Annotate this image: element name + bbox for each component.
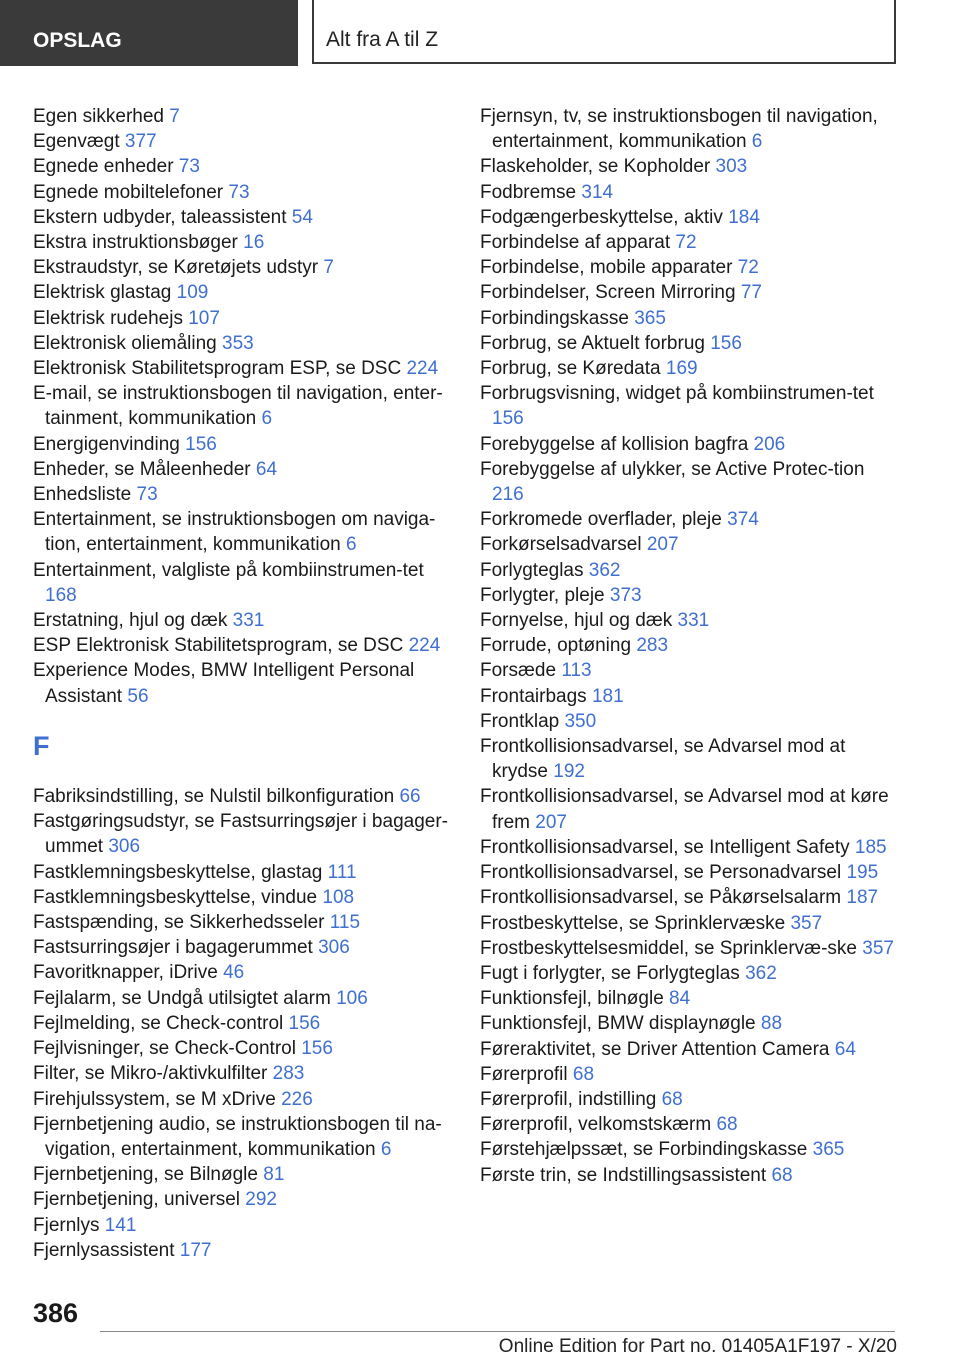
index-entry-text: Fastspænding, se Sikkerhedsseler xyxy=(33,912,325,934)
index-entry-text: Filter, se Mikro-/aktivkulfilter xyxy=(33,1063,268,1085)
index-entry-text: Forrude, optøning xyxy=(480,635,632,657)
index-entry xyxy=(480,280,900,305)
page-link[interactable]: 207 xyxy=(535,811,567,833)
index-entry xyxy=(480,633,900,658)
index-entry xyxy=(33,558,453,608)
index-entry-text: E-mail, se instruktionsbogen til navigation, enter-tainment, kommunikation xyxy=(33,383,443,430)
index-entry xyxy=(33,784,453,809)
page-link[interactable]: 6 xyxy=(751,131,763,153)
page-link[interactable]: 377 xyxy=(124,131,157,153)
index-entry-text: Elektrisk glastag xyxy=(33,282,172,304)
index-entry-text: Enheder, se Måleenheder xyxy=(33,458,251,480)
page-link[interactable]: 77 xyxy=(740,282,762,304)
page-link[interactable]: 72 xyxy=(737,257,759,279)
page-link[interactable]: 73 xyxy=(178,156,200,178)
index-entry-text: Erstatning, hjul og dæk xyxy=(33,610,228,632)
index-entry xyxy=(33,860,453,885)
page-link[interactable]: 365 xyxy=(812,1139,845,1161)
index-entry-text: Forkromede overflader, pleje xyxy=(480,509,722,531)
index-entry xyxy=(33,154,453,179)
index-entry xyxy=(480,583,900,608)
index-entry xyxy=(480,1112,900,1137)
index-entry-text: Elektronisk Stabilitetsprogram ESP, se DSC xyxy=(33,358,402,380)
index-entry-text: Fejlalarm, se Undgå utilsigtet alarm xyxy=(33,987,331,1009)
index-entry-text: ESP Elektronisk Stabilitetsprogram, se DSC xyxy=(33,635,404,657)
index-entry xyxy=(480,154,900,179)
index-entry xyxy=(33,205,453,230)
index-entry-text: Fodgængerbeskyttelse, aktiv xyxy=(480,206,723,228)
page-link[interactable]: 73 xyxy=(136,484,158,506)
page-link[interactable]: 68 xyxy=(771,1164,793,1186)
index-entry xyxy=(480,961,900,986)
index-entry-text: Frontkollisionsadvarsel, se Personadvarsel xyxy=(480,862,842,884)
page-link[interactable]: 68 xyxy=(661,1088,683,1110)
page-link[interactable]: 331 xyxy=(677,610,710,632)
index-entry-text: Forbrug, se Køredata xyxy=(480,358,661,380)
index-entry xyxy=(33,885,453,910)
page-link[interactable]: 81 xyxy=(263,1164,285,1186)
index-entry xyxy=(480,835,900,860)
section-title: OPSLAG xyxy=(33,29,122,52)
index-entry xyxy=(33,1087,453,1112)
index-entry-text: Egnede mobiltelefoner xyxy=(33,181,224,203)
index-entry-text: Entertainment, valgliste på kombiinstrumen-tet xyxy=(33,559,424,581)
index-entry-text: Enhedsliste xyxy=(33,484,132,506)
index-entry-text: Energigenvinding xyxy=(33,433,180,455)
index-entry-text: Egen sikkerhed xyxy=(33,106,164,127)
page-link[interactable]: 109 xyxy=(176,282,209,304)
page-link[interactable]: 6 xyxy=(346,534,357,556)
index-entry xyxy=(480,936,900,961)
page-link[interactable]: 46 xyxy=(223,962,245,984)
index-entry xyxy=(480,558,900,583)
index-entry xyxy=(33,1112,453,1162)
index-entry-text: Første trin, se Indstillingsassistent xyxy=(480,1164,767,1186)
index-entry xyxy=(33,633,453,658)
index-entry xyxy=(33,104,453,129)
index-entry-text: Forbrugsvisning, widget på kombiinstrumen-tet xyxy=(480,383,874,405)
index-entry xyxy=(480,658,900,683)
index-entry-text: Forbindelse af apparat xyxy=(480,232,671,254)
page-link[interactable]: 106 xyxy=(336,987,368,1009)
page-link[interactable]: 169 xyxy=(665,358,698,380)
page-link[interactable]: 177 xyxy=(179,1239,212,1261)
index-entry xyxy=(480,180,900,205)
page-link[interactable]: 181 xyxy=(591,685,624,707)
header-bar xyxy=(312,0,896,64)
index-entry xyxy=(480,306,900,331)
index-entry xyxy=(480,1011,900,1036)
page-link[interactable]: 73 xyxy=(228,181,250,203)
index-entry-text: Fjernbetjening, se Bilnøgle xyxy=(33,1164,258,1186)
index-entry-text: Forbindelser, Screen Mirroring xyxy=(480,282,736,304)
index-entry-text: Fugt i forlygter, se Forlygteglas xyxy=(480,962,740,984)
index-entry-text: Forebyggelse af kollision bagfra xyxy=(480,433,749,455)
page-number: 386 xyxy=(33,1298,79,1328)
index-entry-text: Frontkollisionsadvarsel, se Intelligent Safety xyxy=(480,836,850,858)
page-link[interactable]: 303 xyxy=(715,156,748,178)
page-link[interactable]: 16 xyxy=(243,232,265,254)
index-entry xyxy=(480,684,900,709)
index-entry xyxy=(480,432,900,457)
index-entry-text: Forlygteglas xyxy=(480,559,584,581)
index-entry xyxy=(33,986,453,1011)
page-link[interactable]: 216 xyxy=(492,484,524,506)
index-entry xyxy=(480,911,900,936)
page-link[interactable]: 88 xyxy=(760,1013,783,1035)
index-entry xyxy=(33,432,453,457)
index-entry xyxy=(33,1187,453,1212)
page-link[interactable]: 156 xyxy=(185,433,217,455)
index-entry-text: Flaskeholder, se Kopholder xyxy=(480,156,711,178)
index-entry xyxy=(33,507,453,557)
index-entry xyxy=(33,331,453,356)
page-link[interactable]: 283 xyxy=(272,1063,305,1085)
index-entry-text: Førstehjælpssæt, se Forbindingskasse xyxy=(480,1139,808,1161)
index-entry-text: Frontkollisionsadvarsel, se Advarsel mod at køre frem xyxy=(480,786,889,833)
index-entry xyxy=(480,608,900,633)
page-link[interactable]: 141 xyxy=(104,1214,137,1236)
index-entry-text: Fjernbetjening, universel xyxy=(33,1189,241,1211)
page-link[interactable]: 7 xyxy=(169,106,180,127)
index-list-f-left xyxy=(33,784,453,1263)
index-entry-text: Fjernlysassistent xyxy=(33,1239,175,1261)
page-link[interactable]: 362 xyxy=(745,962,777,984)
index-entry-text: Forbindingskasse xyxy=(480,307,629,329)
page-link[interactable]: 185 xyxy=(854,836,887,858)
index-entry xyxy=(33,356,453,381)
index-entry-text: Fastklemningsbeskyttelse, glastag xyxy=(33,861,323,883)
index-entry xyxy=(33,1162,453,1187)
page-link[interactable]: 111 xyxy=(327,861,357,883)
index-entry xyxy=(480,986,900,1011)
index-entry-text: Ekstra instruktionsbøger xyxy=(33,232,238,254)
page-link[interactable]: 292 xyxy=(245,1189,277,1211)
index-entry-text: Fabriksindstilling, se Nulstil bilkonfiguration xyxy=(33,786,395,808)
page-link[interactable]: 56 xyxy=(127,685,149,707)
index-entry xyxy=(33,935,453,960)
page-link[interactable]: 206 xyxy=(753,433,786,455)
footer-divider xyxy=(100,1331,895,1332)
page-link[interactable]: 357 xyxy=(862,937,894,959)
index-entry xyxy=(480,381,900,431)
page-link[interactable]: 113 xyxy=(561,660,592,682)
index-entry xyxy=(33,658,453,708)
page-link[interactable]: 64 xyxy=(255,458,278,480)
page-link[interactable]: 108 xyxy=(322,886,355,908)
index-entry xyxy=(480,457,900,507)
index-entry-text: Fornyelse, hjul og dæk xyxy=(480,610,673,632)
index-entry-text: Experience Modes, BMW Intelligent Personal Assistant xyxy=(33,660,415,707)
index-entry xyxy=(480,1062,900,1087)
index-entry-text: Elektrisk rudehejs xyxy=(33,307,183,329)
page-link[interactable]: 353 xyxy=(222,332,254,354)
page-link[interactable]: 224 xyxy=(406,358,439,380)
index-entry xyxy=(33,457,453,482)
index-entry xyxy=(480,1087,900,1112)
page-link[interactable]: 64 xyxy=(834,1038,856,1060)
index-entry-text: Entertainment, se instruktionsbogen om naviga-tion, entertainment, kommunikation xyxy=(33,509,436,556)
page-link[interactable]: 357 xyxy=(790,912,823,934)
index-entry xyxy=(33,1011,453,1036)
index-entry xyxy=(33,482,453,507)
index-entry-text: Førerprofil xyxy=(480,1063,568,1085)
page-link[interactable]: 224 xyxy=(408,635,441,657)
index-entry-text: Førerprofil, indstilling xyxy=(480,1088,657,1110)
page-link[interactable]: 374 xyxy=(727,509,759,531)
index-entry xyxy=(480,255,900,280)
index-list-f-right xyxy=(480,104,900,1188)
index-entry xyxy=(33,230,453,255)
index-entry xyxy=(33,129,453,154)
index-entry-text: Frostbeskyttelsesmiddel, se Sprinklervæ-ske xyxy=(480,937,857,959)
page-link[interactable]: 7 xyxy=(323,257,334,279)
index-entry-text: Fastklemningsbeskyttelse, vindue xyxy=(33,886,318,908)
page-link[interactable]: 350 xyxy=(564,710,597,732)
index-entry xyxy=(33,910,453,935)
index-column-left xyxy=(33,104,453,1263)
page-link[interactable]: 6 xyxy=(380,1138,392,1160)
page-link[interactable]: 365 xyxy=(634,307,666,329)
index-entry-text: Ekstern udbyder, taleassistent xyxy=(33,206,287,228)
page-link[interactable]: 283 xyxy=(636,635,669,657)
page-link[interactable]: 314 xyxy=(581,181,614,203)
index-entry-text: Fjernlys xyxy=(33,1214,100,1236)
index-entry-text: Fejlvisninger, se Check-Control xyxy=(33,1038,296,1060)
index-entry xyxy=(480,230,900,255)
page-heading: Alt fra A til Z xyxy=(326,28,439,51)
index-entry-text: Føreraktivitet, se Driver Attention Camera xyxy=(480,1038,830,1060)
page-link[interactable]: 362 xyxy=(588,559,621,581)
page-link[interactable]: 68 xyxy=(572,1063,595,1085)
index-entry xyxy=(33,809,453,859)
index-entry-text: Fastgøringsudstyr, se Fastsurringsøjer i bagager-ummet xyxy=(33,811,448,858)
page-link[interactable]: 207 xyxy=(646,534,679,556)
page-link[interactable]: 306 xyxy=(318,937,350,959)
index-entry-text: Egnede enheder xyxy=(33,156,174,178)
page-link[interactable]: 187 xyxy=(846,887,879,909)
section-tab xyxy=(0,0,298,66)
index-entry xyxy=(480,709,900,734)
index-entry-text: Favoritknapper, iDrive xyxy=(33,962,218,984)
page-link[interactable]: 66 xyxy=(399,786,421,808)
index-list-e xyxy=(33,104,453,709)
page-link[interactable]: 156 xyxy=(492,408,524,430)
index-entry xyxy=(33,255,453,280)
index-entry xyxy=(33,180,453,205)
index-entry-text: Elektronisk oliemåling xyxy=(33,332,217,354)
index-entry xyxy=(480,331,900,356)
index-entry-text: Fjernbetjening audio, se instruktionsbogen til na-vigation, entertainment, kommunikation xyxy=(33,1113,442,1160)
index-entry-text: Ekstraudstyr, se Køretøjets udstyr xyxy=(33,257,319,279)
page-link[interactable]: 68 xyxy=(716,1114,738,1136)
page-link[interactable]: 195 xyxy=(846,862,879,884)
page-link[interactable]: 72 xyxy=(675,232,697,254)
index-entry-text: Fejlmelding, se Check-control xyxy=(33,1012,284,1034)
index-entry-text: Funktionsfejl, BMW displaynøgle xyxy=(480,1013,756,1035)
index-entry-text: Funktionsfejl, bilnøgle xyxy=(480,988,664,1010)
index-entry-text: Firehjulssystem, se M xDrive xyxy=(33,1088,276,1110)
index-entry xyxy=(480,104,900,154)
index-entry-text: Forkørselsadvarsel xyxy=(480,534,642,556)
index-entry xyxy=(33,381,453,431)
index-entry-text: Fodbremse xyxy=(480,181,577,203)
page-link[interactable]: 184 xyxy=(728,206,760,228)
index-entry xyxy=(33,960,453,985)
index-entry-text: Frostbeskyttelse, se Sprinklervæske xyxy=(480,912,786,934)
index-entry-text: Fjernsyn, tv, se instruktionsbogen til navigation, entertainment, kommunikation xyxy=(480,106,878,153)
index-entry-text: Forbindelse, mobile apparater xyxy=(480,257,733,279)
index-entry xyxy=(480,532,900,557)
index-entry-text: Egenvægt xyxy=(33,131,120,153)
index-entry-text: Førerprofil, velkomstskærm xyxy=(480,1114,712,1136)
index-entry xyxy=(33,280,453,305)
index-entry xyxy=(480,784,900,834)
index-entry xyxy=(480,860,900,885)
index-entry xyxy=(480,356,900,381)
page-link[interactable]: 306 xyxy=(108,836,141,858)
page-link[interactable]: 226 xyxy=(281,1088,313,1110)
index-entry xyxy=(33,1061,453,1086)
page-link[interactable]: 192 xyxy=(553,761,585,783)
footer-text: Online Edition for Part no. 01405A1F197 - X/20 xyxy=(498,1336,897,1357)
page-link[interactable]: 6 xyxy=(261,408,273,430)
index-entry xyxy=(480,885,900,910)
index-entry xyxy=(33,1213,453,1238)
index-entry-text: Fastsurringsøjer i bagagerummet xyxy=(33,937,313,959)
page-link[interactable]: 331 xyxy=(232,610,265,632)
index-entry xyxy=(33,1036,453,1061)
index-entry-text: Forbrug, se Aktuelt forbrug xyxy=(480,332,705,354)
page-link[interactable]: 373 xyxy=(609,584,642,606)
page-link[interactable]: 168 xyxy=(45,584,77,606)
index-entry xyxy=(480,1137,900,1162)
index-entry xyxy=(33,306,453,331)
index-entry-text: Frontklap xyxy=(480,710,560,732)
index-entry-text: Forebyggelse af ulykker, se Active Protec-tion xyxy=(480,458,865,480)
index-entry xyxy=(33,1238,453,1263)
index-entry xyxy=(480,507,900,532)
index-entry xyxy=(480,734,900,784)
index-entry-text: Frontkollisionsadvarsel, se Påkørselsalarm xyxy=(480,887,842,909)
page-link[interactable]: 156 xyxy=(288,1012,321,1034)
index-entry-text: Forsæde xyxy=(480,660,557,682)
page-link[interactable]: 84 xyxy=(669,988,691,1010)
index-entry xyxy=(480,205,900,230)
page-link[interactable]: 107 xyxy=(188,307,220,329)
index-entry-text: Forlygter, pleje xyxy=(480,584,605,606)
page-link[interactable]: 54 xyxy=(291,206,313,228)
page-link[interactable]: 156 xyxy=(301,1038,333,1060)
index-letter-heading: F xyxy=(33,730,50,761)
page-link[interactable]: 115 xyxy=(329,912,361,934)
index-entry xyxy=(480,1163,900,1188)
index-column-right xyxy=(480,104,900,1188)
index-entry-text: Frontairbags xyxy=(480,685,587,707)
page-link[interactable]: 156 xyxy=(710,332,742,354)
index-entry xyxy=(480,1037,900,1062)
index-entry xyxy=(33,608,453,633)
index-entry-text: Frontkollisionsadvarsel, se Advarsel mod at krydse xyxy=(480,736,846,783)
